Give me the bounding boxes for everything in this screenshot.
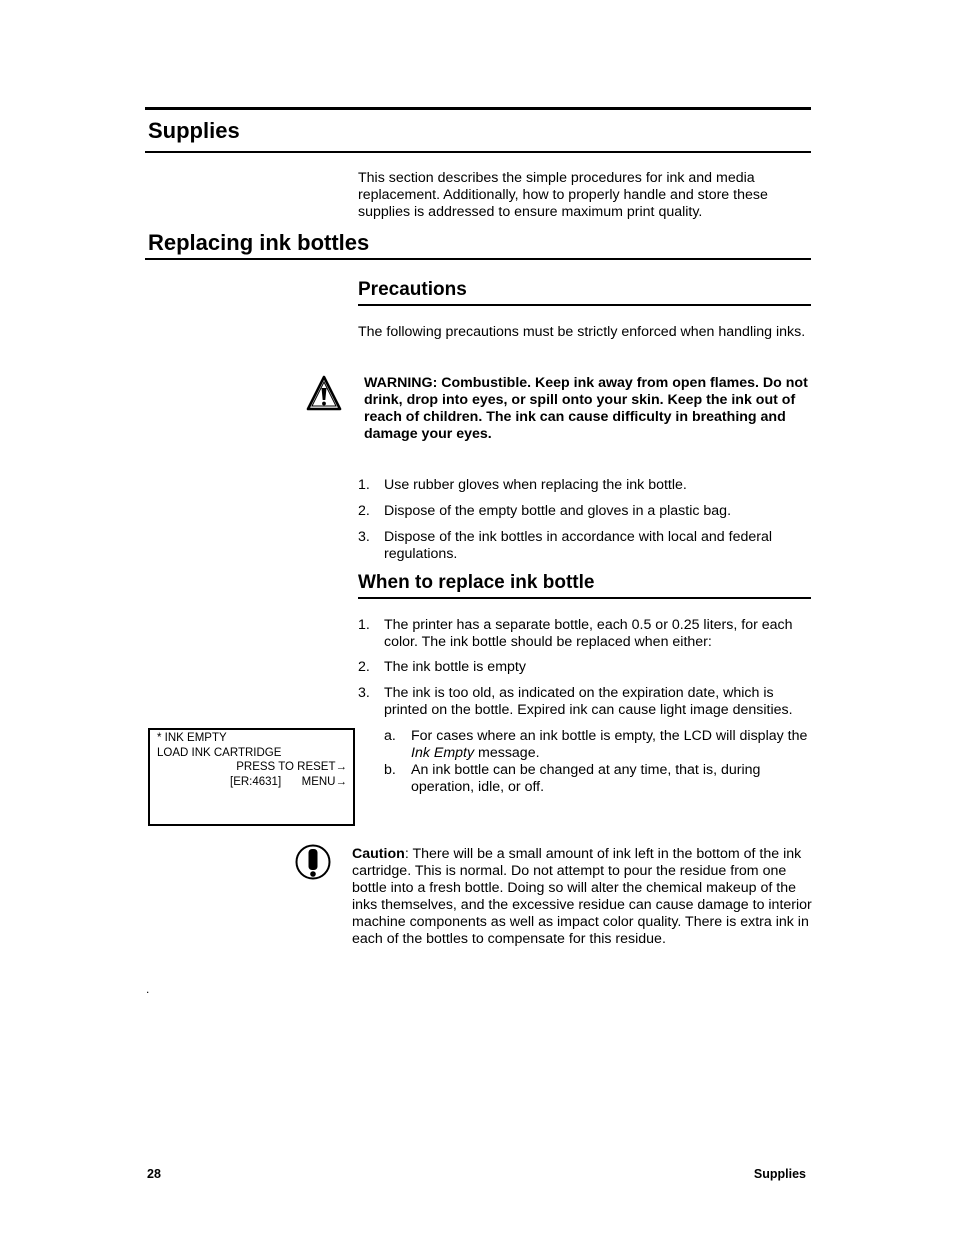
footer-section-name: Supplies <box>753 1167 806 1181</box>
list-item <box>358 685 813 719</box>
lcd-line-3: PRESS TO RESET→ <box>236 761 347 773</box>
list-text: Dispose of the empty bottle and gloves in a plastic bag. <box>384 503 732 519</box>
precautions-intro: The following precautions must be strictly enforced when handling inks. <box>358 324 806 340</box>
list-number: 2. <box>358 659 370 675</box>
list-text: The printer has a separate bottle, each 0.5 or 0.25 liters, for each color. The ink bottle should be replaced when either: <box>384 617 793 650</box>
sublist-text-post: message. <box>474 745 540 761</box>
list-text: The ink bottle is empty <box>384 659 526 675</box>
list-number: 1. <box>358 477 370 493</box>
lcd-line-4-menu: MENU→ <box>301 776 347 788</box>
warning-triangle-icon <box>305 374 343 412</box>
caution-label: Caution <box>352 846 405 862</box>
section-title-rule <box>145 151 811 153</box>
list-item <box>358 617 813 651</box>
when-replace-title-rule <box>358 597 811 599</box>
sublist-item <box>384 728 814 762</box>
sublist-text: An ink bottle can be changed at any time, that is, during operation, idle, or off. <box>411 762 761 795</box>
sublist-letter: b. <box>384 762 396 778</box>
list-text: The ink is too old, as indicated on the expiration date, which is printed on the bottle. Expired ink can cause light image densities. <box>384 685 793 718</box>
when-replace-list <box>358 617 813 728</box>
precautions-title-rule <box>358 304 811 306</box>
section-intro: This section describes the simple procedures for ink and media replacement. Additionally, how to properly handle and store these supplies is addressed to ensure maximum print quality. <box>358 170 768 220</box>
when-replace-sublist <box>384 728 814 796</box>
replacing-title: Replacing ink bottles <box>148 230 370 255</box>
list-number: 2. <box>358 503 370 519</box>
precautions-title: Precautions <box>358 279 467 300</box>
footer-page-number: 28 <box>147 1167 161 1181</box>
list-item <box>358 659 813 676</box>
caution-exclamation-icon <box>294 843 332 881</box>
lcd-line-2: LOAD INK CARTRIDGE <box>157 747 282 759</box>
warning-text: WARNING: Combustible. Keep ink away from open flames. Do not drink, drop into eyes, or spill onto your skin. Keep the ink out of reach of children. The ink can cause difficulty in breathing and damage your eyes. <box>364 375 808 442</box>
caution-body: : There will be a small amount of ink left in the bottom of the ink cartridge. This is normal. Do not attempt to pour the residue from one bottle into a fresh bottle. Doing so will alter the chemical makeup of the inks themselves, and the excessive residue can cause damage to interior machine components as well as impact color quality. There is extra ink in each of the bottles to compensate for this residue. <box>352 846 812 947</box>
lcd-display <box>148 728 355 826</box>
lcd-line-4-code: [ER:4631] <box>230 776 282 788</box>
sublist-letter: a. <box>384 728 396 744</box>
list-number: 3. <box>358 685 370 701</box>
list-number: 3. <box>358 529 370 545</box>
when-replace-title: When to replace ink bottle <box>358 572 595 593</box>
list-item <box>358 529 813 563</box>
top-rule <box>145 107 811 110</box>
list-number: 1. <box>358 617 370 633</box>
caution-text <box>352 846 814 948</box>
ink-empty-emphasis: Ink Empty <box>411 745 475 761</box>
stray-mark: . <box>146 982 150 996</box>
section-title: Supplies <box>148 118 240 143</box>
list-text: Dispose of the ink bottles in accordance with local and federal regulations. <box>384 529 773 562</box>
precautions-list <box>358 477 813 572</box>
list-item <box>358 503 813 520</box>
sublist-item <box>384 762 814 796</box>
sublist-text-pre: For cases where an ink bottle is empty, the LCD will display the <box>411 728 808 744</box>
replacing-title-rule <box>145 258 811 260</box>
list-item <box>358 477 813 494</box>
lcd-line-1: * INK EMPTY <box>157 732 227 744</box>
list-text: Use rubber gloves when replacing the ink bottle. <box>384 477 687 493</box>
